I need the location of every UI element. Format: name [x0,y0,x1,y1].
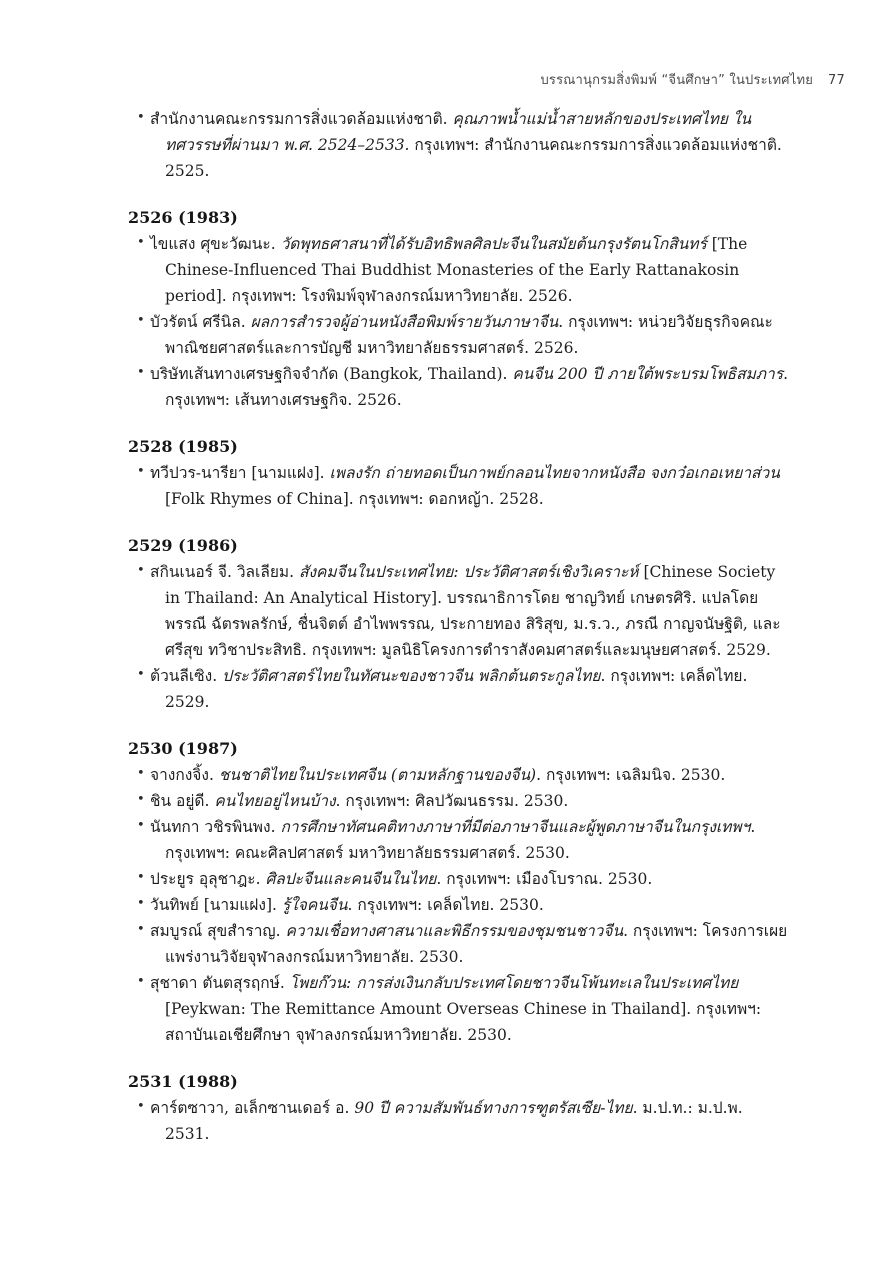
entry-text-segment: คาร์ตซาวา, อเล็กซานเดอร์ อ. [150,1099,355,1117]
bibliography-entry [128,106,790,184]
entry-text-segment: ทวีปวร-นารียา [นามแฝง]. [150,464,330,482]
year-heading: 2531 (1988) [128,1072,238,1091]
entry-text-segment: คุณภาพน้ำแม่น้ำสายหลักของประเทศไทย ในทศวรรษที่ผ่านมา พ.ศ. 2524–2533. [165,110,752,154]
entry-list [128,762,790,1048]
bullet-icon: • [137,870,145,885]
bibliography-content [128,106,790,1147]
bibliography-entry [128,460,790,512]
entry-list [128,460,790,512]
entry-text-segment: [Chinese Society in Thailand: An Analytical History]. บรรณาธิการโดย ชาญวิทย์ เกษตรศิริ. แปลโดย พรรณี ฉัตรพลรักษ์, ชื่นจิตต์ อำไพพรรณ, ประกายทอง สิริสุข, ม.ร.ว., ภรณี กาญจนัษฐิติ, และ ศรีสุข ทวิชาประสิทธิ. กรุงเทพฯ: มูลนิธิโครงการตำราสังคมศาสตร์และมนุษยศาสตร์. 2529. [165,563,781,659]
bibliography-entry [128,918,790,970]
year-heading: 2528 (1985) [128,437,238,456]
bibliography-entry [128,231,790,309]
bibliography-entry [128,892,790,918]
entry-text-segment: จางกงจิ้ง. [150,766,219,784]
entry-text-segment: . กรุงเทพฯ: เมืองโบราณ. 2530. [436,870,653,888]
entry-text-segment: . กรุงเทพฯ: ศิลปวัฒนธรรม. 2530. [335,792,569,810]
entry-text-segment: บริษัทเส้นทางเศรษฐกิจจำกัด (Bangkok, Thailand). [150,365,513,383]
page-number: 77 [828,73,845,88]
bibliography-entry [128,970,790,1048]
entry-text-segment: . กรุงเทพฯ: คณะศิลปศาสตร์ มหาวิทยาลัยธรรมศาสตร์. 2530. [165,818,756,862]
entry-text-segment: . ม.ป.ท.: ม.ป.พ. 2531. [165,1099,743,1143]
year-heading: 2530 (1987) [128,739,238,758]
entry-text-segment: สกินเนอร์ จี. วิลเลียม. [150,563,299,581]
bullet-icon: • [137,235,145,250]
bullet-icon: • [137,365,145,380]
entry-text-segment: บัวรัตน์ ศรีนิล. [150,313,251,331]
entry-text-segment: ไขแสง ศุขะวัฒนะ. [150,235,281,253]
entry-text-segment: สุชาดา ตันตสุรฤกษ์. [150,974,290,992]
entry-text-segment: ต้วนลีเซิง. [150,667,223,685]
bullet-icon: • [137,464,145,479]
bibliography-entry [128,559,790,663]
entry-text-segment: สำนักงานคณะกรรมการสิ่งแวดล้อมแห่งชาติ. [150,110,453,128]
bibliography-entry [128,788,790,814]
entry-text-segment: คนจีน 200 ปี ภายใต้พระบรมโพธิสมภาร [512,365,784,383]
entry-text-segment: [Peykwan: The Remittance Amount Overseas Chinese in Thailand]. กรุงเทพฯ: สถาบันเอเชียศึกษา จุฬาลงกรณ์มหาวิทยาลัย. 2530. [165,1000,762,1044]
entry-text-segment: 90 ปี ความสัมพันธ์ทางการฑูตรัสเซีย-ไทย [354,1099,633,1117]
bullet-icon: • [137,818,145,833]
bullet-icon: • [137,667,145,682]
bibliography-entry [128,663,790,715]
bibliography-entry [128,1095,790,1147]
entry-text-segment: กรุงเทพฯ: สำนักงานคณะกรรมการสิ่งแวดล้อมแห่งชาติ. 2525. [165,136,782,180]
entry-text-segment: คนไทยอยู่ไหนบ้าง [214,792,336,810]
entry-text-segment: วันทิพย์ [นามแฝง]. [150,896,282,914]
bullet-icon: • [137,110,145,125]
entry-text-segment: เพลงรัก ถ่ายทอดเป็นกาพย์กลอนไทยจากหนังสือ จงกว๋อเกอเหยาส่วน [329,464,780,482]
bullet-icon: • [137,922,145,937]
bullet-icon: • [137,766,145,781]
entry-text-segment: รู้ใจคนจีน [281,896,348,914]
entry-list [128,106,790,184]
bibliography-entry [128,814,790,866]
entry-text-segment: ผลการสำรวจผู้อ่านหนังสือพิมพ์รายวันภาษาจีน [250,313,559,331]
year-heading: 2526 (1983) [128,208,238,227]
entry-list [128,1095,790,1147]
bibliography-entry [128,361,790,413]
entry-text-segment: . กรุงเทพฯ: เส้นทางเศรษฐกิจ. 2526. [165,365,788,409]
entry-list [128,559,790,715]
bullet-icon: • [137,792,145,807]
entry-text-segment: . กรุงเทพฯ: เคล็ดไทย. 2530. [347,896,544,914]
entry-text-segment: โพยก๊วน: การส่งเงินกลับประเทศโดยชาวจีนโพ้นทะเลในประเทศไทย [289,974,739,992]
running-head [0,69,845,90]
bibliography-entry [128,866,790,892]
entry-text-segment: การศึกษาทัศนคติทางภาษาที่มีต่อภาษาจีนและผู้พูดภาษาจีนในกรุงเทพฯ [280,818,751,836]
bibliography-entry [128,309,790,361]
entry-text-segment: นันทกา วชิรพินพง. [150,818,281,836]
bullet-icon: • [137,313,145,328]
entry-text-segment: ชนชาติไทยในประเทศจีน (ตามหลักฐานของจีน) [218,766,537,784]
entry-text-segment: วัดพุทธศาสนาที่ได้รับอิทธิพลศิลปะจีนในสมัยต้นกรุงรัตนโกสินทร์ [280,235,707,253]
bullet-icon: • [137,563,145,578]
year-heading: 2529 (1986) [128,536,238,555]
entry-text-segment: ชิน อยู่ดี. [150,792,215,810]
entry-text-segment: . กรุงเทพฯ: โครงการเผยแพร่งานวิจัยจุฬาลงกรณ์มหาวิทยาลัย. 2530. [165,922,788,966]
bullet-icon: • [137,896,145,911]
entry-text-segment: สมบูรณ์ สุขสำราญ. [150,922,286,940]
entry-text-segment: ประยูร อุลุชาฎะ. [150,870,266,888]
running-head-title: บรรณานุกรมสิ่งพิมพ์ “จีนศึกษา” ในประเทศไทย [540,73,814,88]
entry-text-segment: [Folk Rhymes of China]. กรุงเทพฯ: ดอกหญ้า. 2528. [165,490,544,508]
bullet-icon: • [137,974,145,989]
entry-text-segment: [The Chinese-Influenced Thai Buddhist Monasteries of the Early Rattanakosin period]. กรุงเทพฯ: โรงพิมพ์จุฬาลงกรณ์มหาวิทยาลัย. 2526. [165,235,748,305]
entry-text-segment: สังคมจีนในประเทศไทย: ประวัติศาสตร์เชิงวิเคราะห์ [298,563,639,581]
bullet-icon: • [137,1099,145,1114]
entry-text-segment: ประวัติศาสตร์ไทยในทัศนะของชาวจีน พลิกต้นตระกูลไทย [222,667,601,685]
entry-text-segment: ศิลปะจีนและคนจีนในไทย [265,870,437,888]
entry-text-segment: . กรุงเทพฯ: หน่วยวิจัยธุรกิจคณะพาณิชยศาสตร์และการบัญชี มหาวิทยาลัยธรรมศาสตร์. 2526. [165,313,773,357]
entry-list [128,231,790,413]
entry-text-segment: ความเชื่อทางศาสนาและพิธีกรรมของชุมชนชาวจีน [285,922,624,940]
bibliography-entry [128,762,790,788]
entry-text-segment: . กรุงเทพฯ: เฉลิมนิจ. 2530. [536,766,726,784]
entry-text-segment: . กรุงเทพฯ: เคล็ดไทย. 2529. [165,667,748,711]
